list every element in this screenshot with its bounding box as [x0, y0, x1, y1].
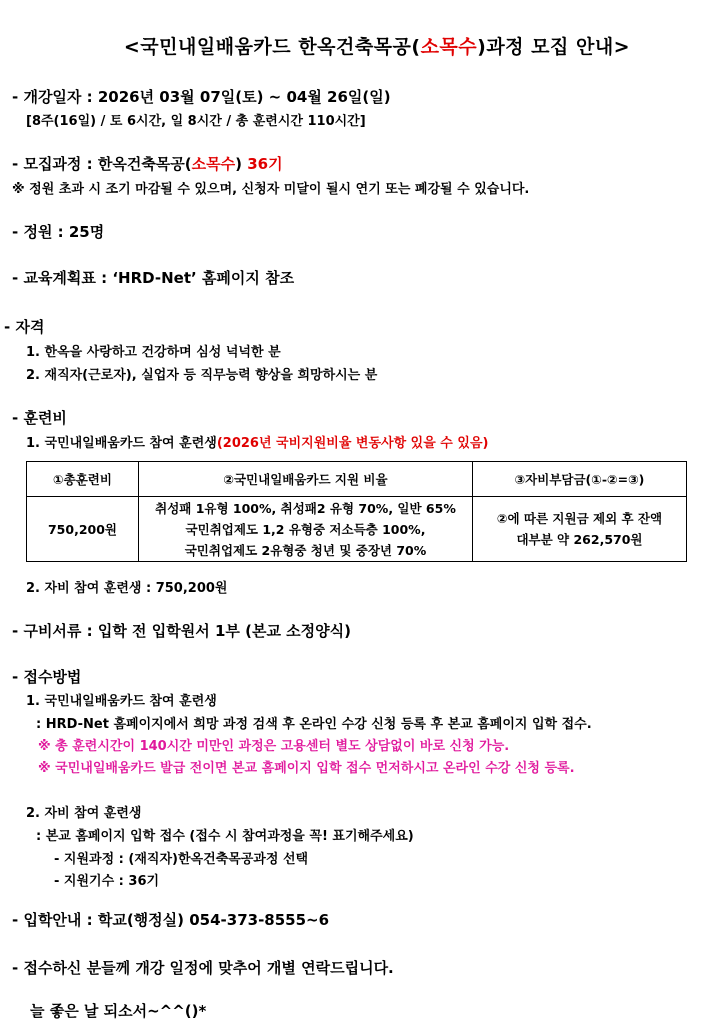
fee-table-self: ②에 따른 지원금 제외 후 잔액 대부분 약 262,570원: [473, 497, 687, 562]
apply-self-cohort: - 지원기수 : 36기: [54, 874, 160, 889]
qualification-heading: - 자격: [4, 318, 45, 336]
apply-card-heading: 1. 국민내일배움카드 참여 훈련생: [26, 694, 217, 709]
qualification-item-2: 2. 재직자(근로자), 실업자 등 직무능력 향상을 희망하시는 분: [26, 368, 378, 383]
fee-table-header-total: ①총훈련비: [27, 462, 139, 497]
fee-table-header-support: ②국민내일배움카드 지원 비율: [139, 462, 473, 497]
fee-table-total: 750,200원: [27, 497, 139, 562]
course-line: - 모집과정 : 한옥건축목공(소목수) 36기: [12, 155, 283, 173]
fee-heading: - 훈련비: [12, 409, 67, 427]
schedule-detail: [8주(16일) / 토 6시간, 일 8시간 / 총 훈련시간 110시간]: [26, 114, 366, 129]
apply-card-note-1: ※ 총 훈련시간이 140시간 미만인 과정은 고용센터 별도 상담없이 바로 신청 가능.: [38, 739, 510, 754]
course-note: ※ 정원 초과 시 조기 마감될 수 있으며, 신청자 미달이 될시 연기 또는 폐강될 수 있습니다.: [12, 182, 530, 197]
apply-card-desc: : HRD-Net 홈페이지에서 희망 과정 검색 후 온라인 수강 신청 등록 후 본교 홈페이지 입학 접수.: [36, 717, 592, 732]
qualification-item-1: 1. 한옥을 사랑하고 건강하며 심성 넉넉한 분: [26, 345, 281, 360]
fee-table-support: 취성패 1유형 100%, 취성패2 유형 70%, 일반 65% 국민취업제도 1,2 유형중 저소득층 100%, 국민취업제도 2유형중 청년 및 중장년 70%: [139, 497, 473, 562]
apply-heading: - 접수방법: [12, 668, 82, 686]
fee-table-header-self: ③자비부담금(①-②=③): [473, 462, 687, 497]
apply-self-course: - 지원과정 : (재직자)한옥건축목공과정 선택: [54, 852, 309, 867]
schedule-line: - 개강일자 : 2026년 03월 07일(토) ~ 04월 26일(일): [12, 88, 391, 106]
title-highlight: 소목수: [420, 36, 478, 58]
documents-line: - 구비서류 : 입학 전 입학원서 1부 (본교 소정양식): [12, 622, 351, 640]
fee-item-1-note: (2026년 국비지원비율 변동사항 있을 수 있음): [216, 436, 489, 451]
apply-self-desc: : 본교 홈페이지 입학 접수 (접수 시 참여과정을 꼭! 표기해주세요): [36, 829, 414, 844]
plan-line: - 교육계획표 : ‘HRD-Net’ 홈페이지 참조: [12, 269, 295, 287]
apply-card-note-2: ※ 국민내일배움카드 발급 전이면 본교 홈페이지 입학 접수 먼저하시고 온라인 수강 신청 등록.: [38, 761, 575, 776]
fee-item-1: 1. 국민내일배움카드 참여 훈련생(2026년 국비지원비율 변동사항 있을 수 있음): [26, 436, 489, 451]
farewell-line: 늘 좋은 날 되소서~^^()*: [30, 1002, 207, 1020]
fee-table: [26, 461, 687, 562]
fee-item-2: 2. 자비 참여 훈련생 : 750,200원: [26, 581, 228, 596]
page-title: <국민내일배움카드 한옥건축목공(소목수)과정 모집 안내>: [123, 36, 631, 58]
contact-line: - 입학안내 : 학교(행정실) 054-373-8555~6: [12, 911, 330, 929]
capacity-line: - 정원 : 25명: [12, 223, 105, 241]
apply-self-heading: 2. 자비 참여 훈련생: [26, 806, 142, 821]
closing-line: - 접수하신 분들께 개강 일정에 맞추어 개별 연락드립니다.: [12, 959, 394, 977]
